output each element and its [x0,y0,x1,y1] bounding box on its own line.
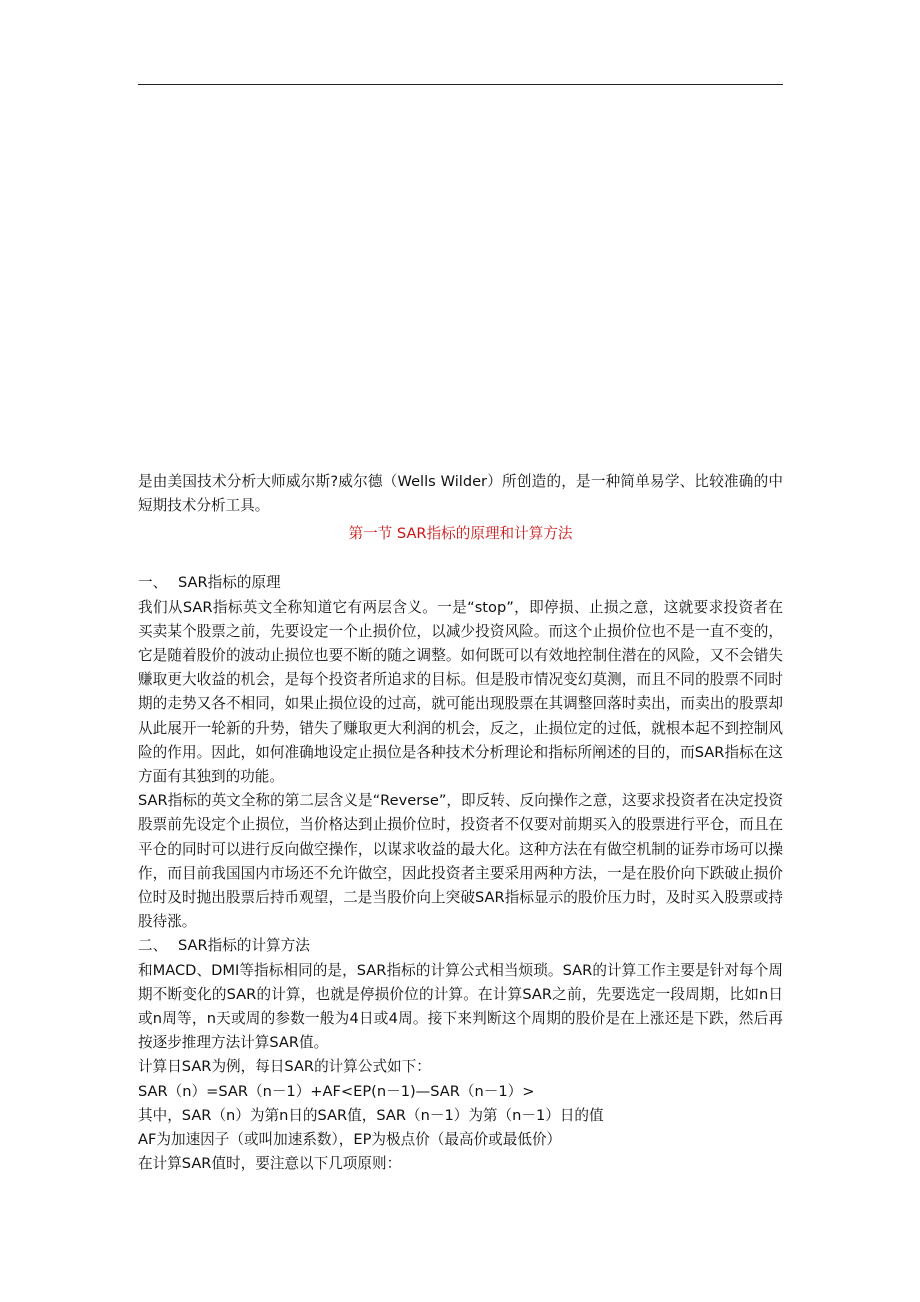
paragraph-stop: 我们从SAR指标英文全称知道它有两层含义。一是“stop”，即停损、止损之意，这就要求投资者在买卖某个股票之前，先要设定一个止损价位，以减少投资风险。而这个止损价位也不是一直不变的，它是随着股价的波动止损位也要不断的随之调整。如何既可以有效地控制住潜在的风险，又不会错失赚取更大收益的机会，是每个投资者所追求的目标。但是股市情况变幻莫测，而且不同的股票不同时期的走势又各不相同，如果止损位设的过高，就可能出现股票在其调整回落时卖出，而卖出的股票却从此展开一轮新的升势，错失了赚取更大利润的机会，反之，止损位定的过低，就根本起不到控制风险的作用。因此，如何准确地设定止损位是各种技术分析理论和指标所阐述的目的，而SAR指标在这方面有其独到的功能。 [138,598,783,786]
section-title: 第一节 SAR指标的原理和计算方法 [348,525,573,543]
paragraph-reverse: SAR指标的英文全称的第二层含义是“Reverse”，即反转、反向操作之意，这要求投资者在决定投资股票前先设定个止损位，当价格达到止损价位时，投资者不仅要对前期买入的股票进行平仓，而且在平仓的同时可以进行反向做空操作，以谋求收益的最大化。这种方法在有做空机制的证券市场可以操作，而目前我国国内市场还不允许做空，因此投资者主要采用两种方法，一是在股价向下跌破止损价位时及时抛出股票后持币观望，二是当股价向上突破SAR指标显示的股价压力时，及时买入股票或持股待涨。 [138,792,783,931]
blank-line [138,547,783,571]
heading-calculation [138,934,783,958]
heading-calculation-text: SAR指标的计算方法 [178,937,310,955]
line-formula: SAR（n）=SAR（n－1）+AF<EP(n－1)—SAR（n－1）> [138,1082,535,1100]
line-example: 计算日SAR为例，每日SAR的计算公式如下： [138,1058,431,1076]
document-body [138,470,783,1176]
heading-principle-text: SAR指标的原理 [178,574,281,592]
line-rules: 在计算SAR值时，要注意以下几项原则： [138,1155,402,1173]
heading-principle [138,571,783,595]
line-where: 其中，SAR（n）为第n日的SAR值，SAR（n－1）为第（n－1）日的值 [138,1106,604,1124]
paragraph-calculation: 和MACD、DMI等指标相同的是，SAR指标的计算公式相当烦琐。SAR的计算工作主要是针对每个周期不断变化的SAR的计算，也就是停损价位的计算。在计算SAR之前，先要选定一段周期，比如n日或n周等，n天或周的参数一般为4日或4周。接下来判断这个周期的股价是在上涨还是下跌，然后再按逐步推理方法计算SAR值。 [138,961,783,1052]
intro-paragraph: 是由美国技术分析大师威尔斯?威尔德（Wells Wilder）所创造的，是一种简单易学、比较准确的中短期技术分析工具。 [138,473,783,515]
heading-calculation-number: 二、 [138,937,168,955]
header-rule [138,84,783,85]
heading-principle-number: 一、 [138,574,168,592]
line-af: AF为加速因子（或叫加速系数），EP为极点价（最高价或最低价） [138,1131,562,1149]
